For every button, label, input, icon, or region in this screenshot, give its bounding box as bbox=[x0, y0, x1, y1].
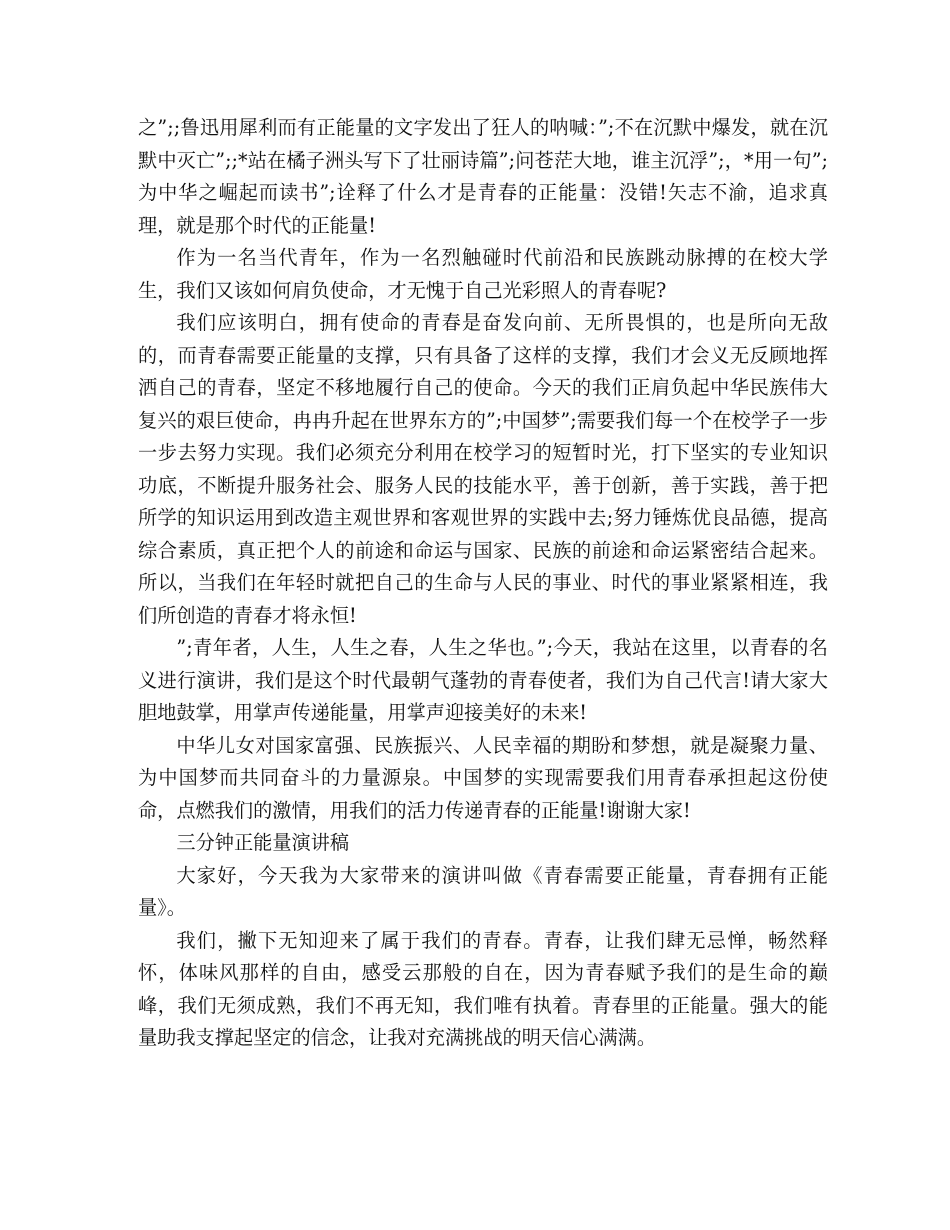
paragraph-2: 作为一名当代青年，作为一名烈触碰时代前沿和民族跳动脉搏的在校大学生，我们又该如何肩负使命，才无愧于自己光彩照人的青春呢? bbox=[138, 246, 828, 302]
paragraph-1: 之”;;鲁迅用犀利而有正能量的文字发出了狂人的呐喊：”;不在沉默中爆发，就在沉默中灭亡”;;*站在橘子洲头写下了壮丽诗篇”;问苍茫大地，谁主沉浮”;，*用一句”;为中华之崛起而读书”;诠释了什么才是青春的正能量：没错!矢志不渝，追求真理，就是那个时代的正能量! bbox=[138, 116, 828, 237]
paragraph-6: 大家好，今天我为大家带来的演讲叫做《青春需要正能量，青春拥有正能量》。 bbox=[138, 863, 828, 919]
paragraph-7: 我们，撇下无知迎来了属于我们的青春。青春，让我们肆无忌惮，畅然释怀，体味风那样的自由，感受云那般的自在，因为青春赋予我们的是生命的巅峰，我们无须成熟，我们不再无知，我们唯有执着。青春里的正能量。强大的能量助我支撑起坚定的信念，让我对充满挑战的明天信心满满。 bbox=[138, 928, 828, 1049]
paragraph-3: 我们应该明白，拥有使命的青春是奋发向前、无所畏惧的，也是所向无敌的，而青春需要正能量的支撑，只有具备了这样的支撑，我们才会义无反顾地挥洒自己的青春，坚定不移地履行自己的使命。今天的我们正肩负起中华民族伟大复兴的艰巨使命，冉冉升起在世界东方的”;中国梦”;需要我们每一个在校学子一步一步去努力实现。我们必须充分利用在校学习的短暂时光，打下坚实的专业知识功底，不断提升服务社会、服务人民的技能水平，善于创新，善于实践，善于把所学的知识运用到改造主观世界和客观世界的实践中去;努力锤炼优良品德，提高综合素质，真正把个人的前途和命运与国家、民族的前途和命运紧密结合起来。所以，当我们在年轻时就把自己的生命与人民的事业、时代的事业紧紧相连，我们所创造的青春才将永恒! bbox=[138, 311, 828, 627]
paragraph-5: 中华儿女对国家富强、民族振兴、人民幸福的期盼和梦想，就是凝聚力量、为中国梦而共同奋斗的力量源泉。中国梦的实现需要我们用青春承担起这份使命，点燃我们的激情，用我们的活力传递青春的正能量!谢谢大家! bbox=[138, 733, 828, 822]
document-page bbox=[138, 112, 828, 1055]
paragraph-4: ”;青年者，人生，人生之春，人生之华也。”;今天，我站在这里，以青春的名义进行演讲，我们是这个时代最朝气蓬勃的青春使者，我们为自己代言!请大家大胆地鼓掌，用掌声传递能量，用掌声迎接美好的未来! bbox=[138, 636, 828, 724]
section-heading: 三分钟正能量演讲稿 bbox=[176, 831, 350, 854]
